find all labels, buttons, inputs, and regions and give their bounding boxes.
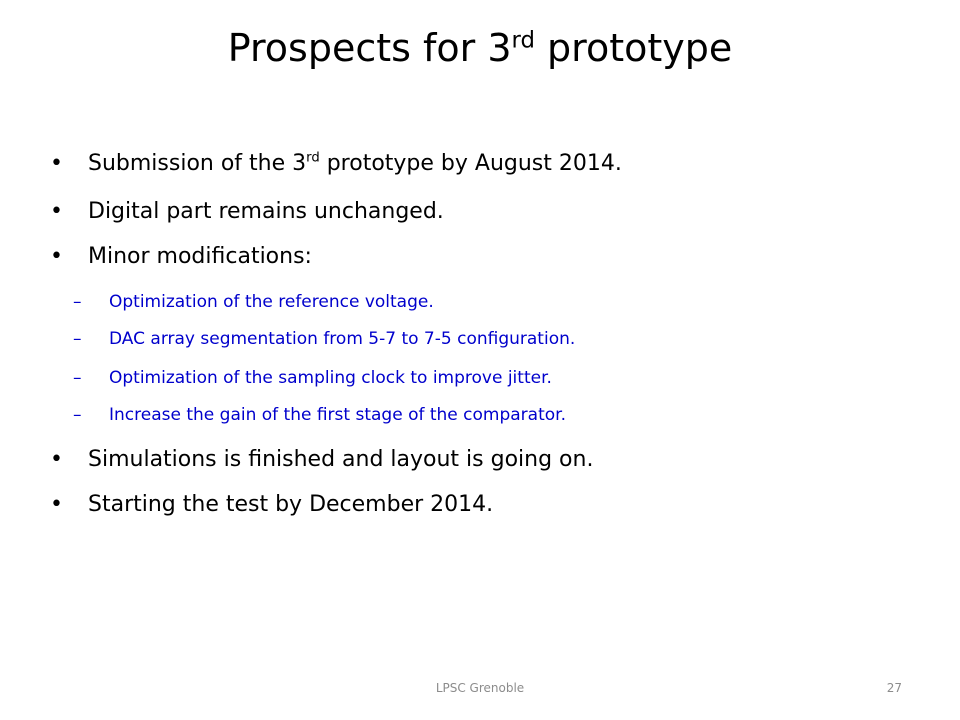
footer-institution: LPSC Grenoble (435, 681, 525, 695)
bullet-text (88, 149, 622, 179)
sub-bullet-text: Optimization of the sampling clock to improve jitter. (109, 368, 552, 388)
bullet-text-superscript: rd (306, 150, 320, 166)
sub-bullet-text: Increase the gain of the first stage of the comparator. (109, 405, 566, 425)
bullet-marker: • (50, 447, 63, 472)
bullet-marker: • (50, 492, 63, 517)
sub-bullet-marker: – (73, 329, 82, 349)
sub-bullet-text: Optimization of the reference voltage. (109, 292, 434, 312)
footer-page-number: 27 (886, 681, 902, 695)
bullet-text-prefix: Submission of the 3 (88, 151, 307, 176)
slide-title-suffix: prototype (534, 26, 733, 70)
bullet-marker: • (50, 151, 63, 176)
bullet-text: Digital part remains unchanged. (88, 199, 444, 224)
bullet-text-suffix: prototype by August 2014. (319, 151, 622, 176)
bullet-text: Starting the test by December 2014. (88, 492, 494, 517)
slide-title-prefix: Prospects for 3 (227, 26, 512, 70)
sub-bullet-marker: – (73, 292, 82, 312)
slide-title (0, 22, 960, 74)
sub-bullet-marker: – (73, 368, 82, 388)
slide-title-superscript: rd (511, 27, 535, 54)
bullet-marker: • (50, 244, 63, 269)
sub-bullet-text: DAC array segmentation from 5-7 to 7-5 configuration. (109, 329, 576, 349)
sub-bullet-marker: – (73, 405, 82, 425)
bullet-text: Minor modifications: (88, 244, 312, 269)
bullet-text: Simulations is finished and layout is going on. (88, 447, 594, 472)
bullet-marker: • (50, 199, 63, 224)
